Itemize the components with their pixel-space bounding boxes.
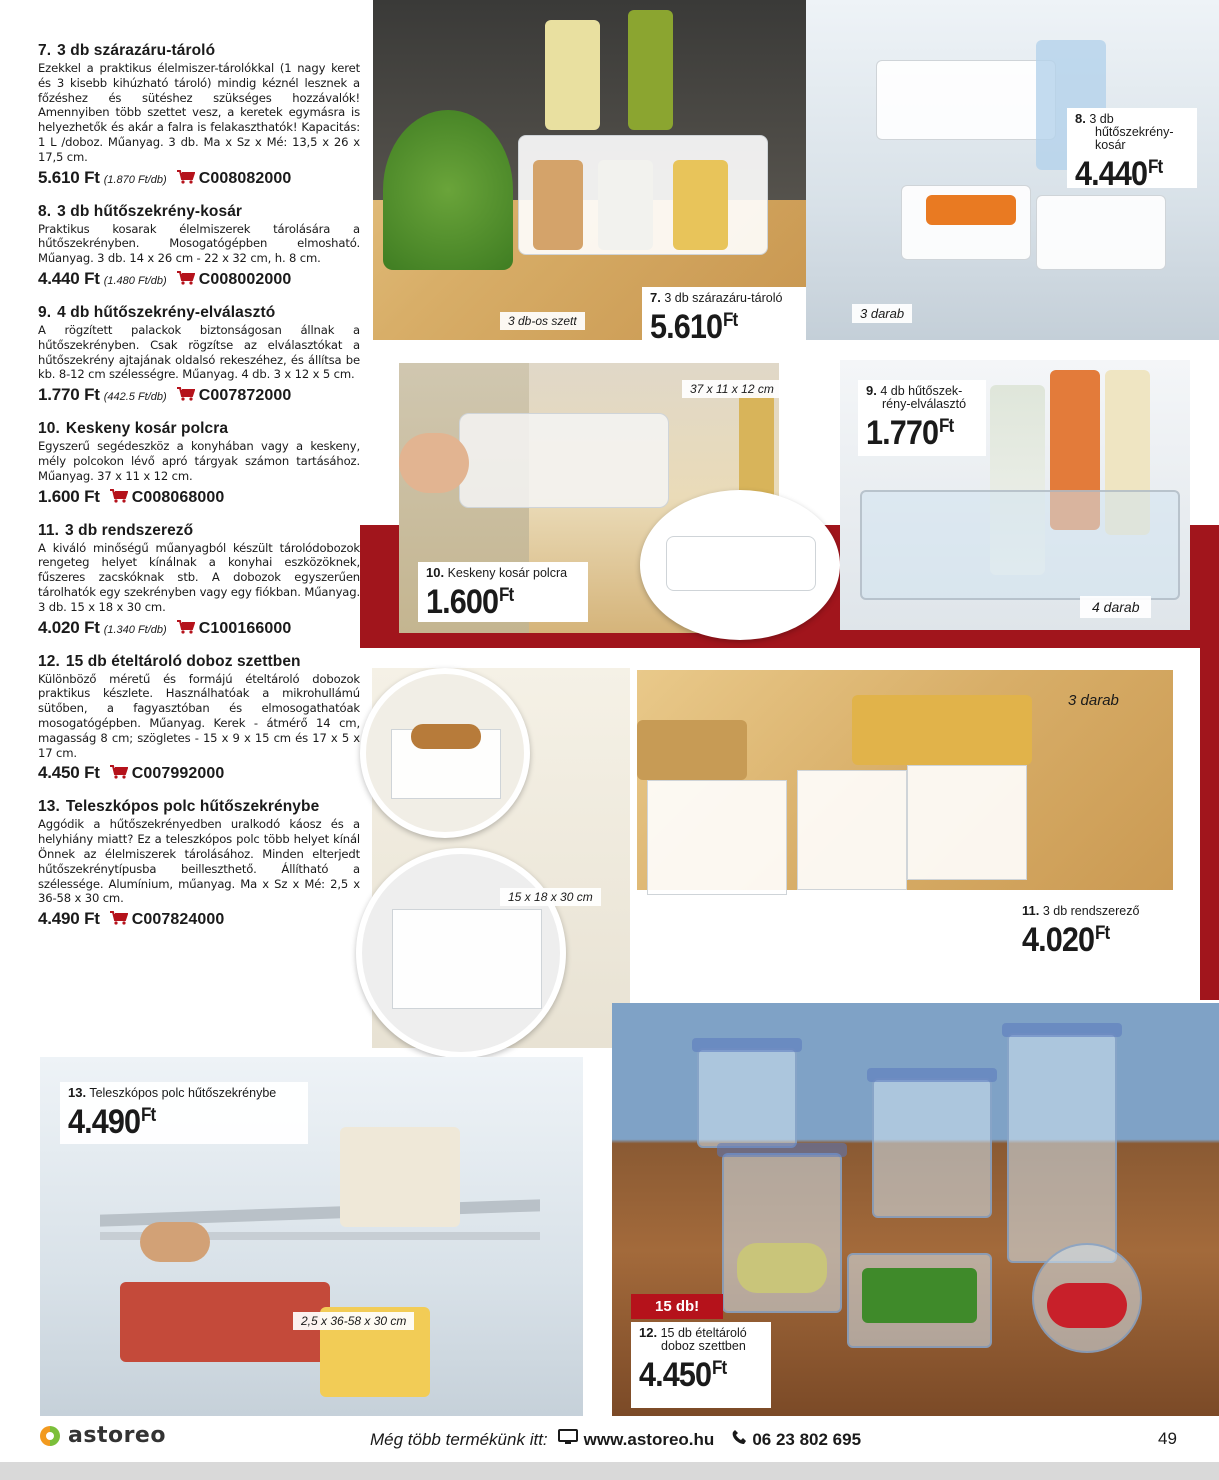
price-tag-9: 9. 4 db hűtőszek- rény-elválasztó $1.770^{Ft}$ (858, 380, 986, 456)
jar-cheese (545, 20, 600, 130)
price-tag-11: 11. 3 db rendszerező $4.020^{Ft}$ (1014, 900, 1174, 962)
product-title: 13. Teleszkópos polc hűtőszekrénybe (38, 798, 320, 816)
price-tag-13: 13. Teleszkópos polc hűtőszekrénybe $4.490^{Ft}$ (60, 1082, 308, 1144)
organizer-packets (392, 909, 542, 1009)
product-code: C007992000 (131, 765, 225, 783)
product-description: A kiváló minőségű műanyagból készült tárolódobozok rengeteg helyet kínálnak a konyhai eszközöknek, fűszeres zacskóknak stb. A dobozok egyszerűen tárolhatók egy szekrényben vagy egy fiókban. Műanyag. 3 db. 15 x 18 x 30 cm. (38, 540, 360, 614)
salad-bowl (140, 1222, 210, 1262)
inset-organizer-onions (360, 668, 530, 838)
product-code: C100166000 (198, 619, 292, 637)
organizer-3 (907, 765, 1027, 880)
carrots (926, 195, 1016, 225)
unit-price: (1.870 Ft/db) (103, 173, 167, 186)
product-title: 12. 15 db ételtároló doboz szettben (38, 652, 301, 670)
hand (399, 433, 469, 493)
container-lid (1002, 1023, 1122, 1037)
drawer-sugar (598, 160, 653, 250)
price-line (38, 487, 360, 507)
phone-icon (732, 1429, 746, 1450)
price-tag-8: 8. 3 db hűtőszekrény- kosár $4.440^{Ft}$ (1067, 108, 1197, 188)
price-line (38, 269, 360, 289)
drawer-almonds (533, 160, 583, 250)
brand-logo[interactable] (38, 1423, 166, 1448)
product-description: Különböző méretű és formájú ételtároló dobozok praktikus készlete. Használhatóak a mikrohullámú sütőben, a fagyasztóban és elmosogathatóak mosogatógépben. Műanyag. Kerek - átmérő 14 cm, magasság 8 cm; szögletes - 15 x 9 x 15 cm és 17 x 5 x 17 cm. (38, 671, 360, 760)
more-products-text: Még több termékünk itt: (370, 1429, 548, 1449)
price: 4.490 Ft (38, 909, 100, 929)
price-line (38, 385, 360, 405)
inset-basket (640, 490, 840, 640)
basil-plant (383, 110, 513, 270)
product-description: A rögzített palackok biztonságosan állnak a hűtőszekrényben. Csak rögzítse az elválasztókat a hűtőszekrény ajtajának oldalsó rekeszéhez, és állítsa be kb. 8-12 cm szélességre. Műanyag. 4 db. 3 x 12 x 5 cm. (38, 322, 360, 382)
price: 4.440 Ft (38, 268, 100, 288)
unit-price: (442.5 Ft/db) (103, 391, 167, 404)
price-tag-7: 7. 3 db szárazáru-tároló $5.610^{Ft}$ (642, 287, 810, 343)
price: 1.770 Ft (38, 385, 100, 405)
cart-icon[interactable] (110, 489, 128, 503)
basket-eggs (1036, 195, 1166, 270)
quantity-badge: 15 db! (631, 1294, 723, 1319)
biscuit-box (637, 720, 747, 780)
caption-set: 3 db-os szett (500, 312, 585, 330)
product-list (38, 42, 360, 944)
basket-top (876, 60, 1056, 140)
footer-strip (0, 1462, 1219, 1480)
container-lid (867, 1068, 997, 1082)
drawer-pasta (673, 160, 728, 250)
product-description: Praktikus kosarak élelmiszerek tárolására a hűtőszekrényben. Mosogatógépben elmosható. Műanyag. 3 db. 14 x 26 cm - 22 x 32 cm, h. 8 cm. (38, 221, 360, 266)
caption-dim-11: 15 x 18 x 30 cm (500, 888, 601, 906)
organizer-2 (797, 770, 907, 890)
product-title: 9. 4 db hűtőszekrény-elválasztó (38, 303, 276, 321)
unit-price: (1.340 Ft/db) (103, 623, 167, 636)
cart-icon[interactable] (177, 387, 195, 401)
product-title: 8. 3 db hűtőszekrény-kosár (38, 202, 243, 220)
caption-dim-10: 37 x 11 x 12 cm (682, 380, 782, 398)
monitor-icon (558, 1429, 578, 1450)
cart-icon[interactable] (177, 271, 195, 285)
basket-product (666, 536, 816, 591)
caption-count-8: 3 darab (852, 304, 912, 323)
product-code: C007824000 (131, 911, 225, 929)
product-13 (38, 798, 360, 929)
website-link[interactable]: www.astoreo.hu (583, 1429, 715, 1449)
container-stack-round (1007, 1033, 1117, 1263)
price-tag-10: 10. Keskeny kosár polcra $1.600^{Ft}$ (418, 562, 588, 622)
container-stack-square (872, 1078, 992, 1218)
basket-shelf (459, 413, 669, 508)
product-8 (38, 203, 360, 289)
cherries (1047, 1283, 1127, 1328)
product-10 (38, 420, 360, 506)
brand-name: astoreo (68, 1423, 166, 1448)
tortellini (737, 1243, 827, 1293)
product-9 (38, 304, 360, 405)
price: 1.600 Ft (38, 486, 100, 506)
product-description: Egyszerű segédeszköz a konyhában vagy a keskeny, mély polcokon lévő apró tárgyak számon tartásához. Műanyag. 37 x 11 x 12 cm. (38, 439, 360, 483)
caption-count-11: 3 darab (1068, 692, 1119, 709)
jar-olives (628, 10, 673, 130)
cart-icon[interactable] (110, 765, 128, 779)
container-lid (717, 1143, 847, 1157)
price-line (38, 618, 360, 638)
cart-icon[interactable] (177, 620, 195, 634)
cart-icon[interactable] (110, 911, 128, 925)
page-number: 49 (1158, 1429, 1177, 1448)
caption-count-9: 4 darab (1080, 596, 1151, 618)
product-11 (38, 522, 360, 638)
inset-organizer-packets (356, 848, 566, 1058)
product-description: Ezekkel a praktikus élelmiszer-tárolókkal (1 nagy keret és 3 kisebb kihúzható tároló) mindig kéznél lesznek a főzéshez és sütéshez szükséges hozzávalók! Amennyiben több szettet vesz, a keretek egymásra is helyezhetők és akár a falra is felakaszthatók! Kapacitás: 1 L /doboz. Műanyag. 3 db. Ma x Sz x Mé: 13,5 x 26 x 17,5 cm. (38, 61, 360, 164)
product-description: Aggódik a hűtőszekrényedben uralkodó káosz és a helyhiány miatt? Ez a teleszkópos polc több helyet kínál Önnek az élelmiszerek tárolásához. Minden elterjedt hűtőszekrénytípusba beilleszthető. Állítható a szélessége. Alumínium, műanyag. Ma x Sz x Mé: 2,5 x 36-58 x 30 cm. (38, 817, 360, 906)
price-line (38, 763, 360, 783)
onions (411, 724, 481, 749)
product-code: C008002000 (198, 270, 292, 288)
price-line (38, 909, 360, 929)
price: 4.020 Ft (38, 617, 100, 637)
product-code: C008082000 (198, 169, 292, 187)
product-7 (38, 42, 360, 188)
price-line (38, 168, 360, 188)
product-code: C008068000 (131, 488, 225, 506)
container-lid (692, 1038, 802, 1052)
organizer-1 (647, 780, 787, 895)
footer-contact (370, 1429, 861, 1450)
phone-number[interactable]: 06 23 802 695 (752, 1429, 862, 1449)
product-code: C007872000 (198, 387, 292, 405)
cereal-boxes (852, 695, 1032, 765)
product-title: 7. 3 db szárazáru-tároló (38, 42, 216, 59)
door-bin (860, 490, 1180, 600)
unit-price: (1.480 Ft/db) (103, 274, 167, 287)
product-title: 10. Keskeny kosár polcra (38, 420, 229, 438)
decorative-edge (1200, 648, 1219, 1000)
astoreo-logo-icon (38, 1424, 62, 1448)
cart-icon[interactable] (177, 170, 195, 184)
green-beans (862, 1268, 977, 1323)
product-12 (38, 653, 360, 784)
price-tag-12: 12. 15 db ételtároló doboz szettben $4.450^{Ft}$ (631, 1322, 771, 1408)
product-title: 11. 3 db rendszerező (38, 521, 194, 539)
container-stack-left (697, 1048, 797, 1148)
price: 4.450 Ft (38, 763, 100, 783)
drink-pack (340, 1127, 460, 1227)
pasta-pack (739, 393, 774, 503)
caption-dim-13: 2,5 x 36-58 x 30 cm (293, 1312, 414, 1330)
price: 5.610 Ft (38, 167, 100, 187)
